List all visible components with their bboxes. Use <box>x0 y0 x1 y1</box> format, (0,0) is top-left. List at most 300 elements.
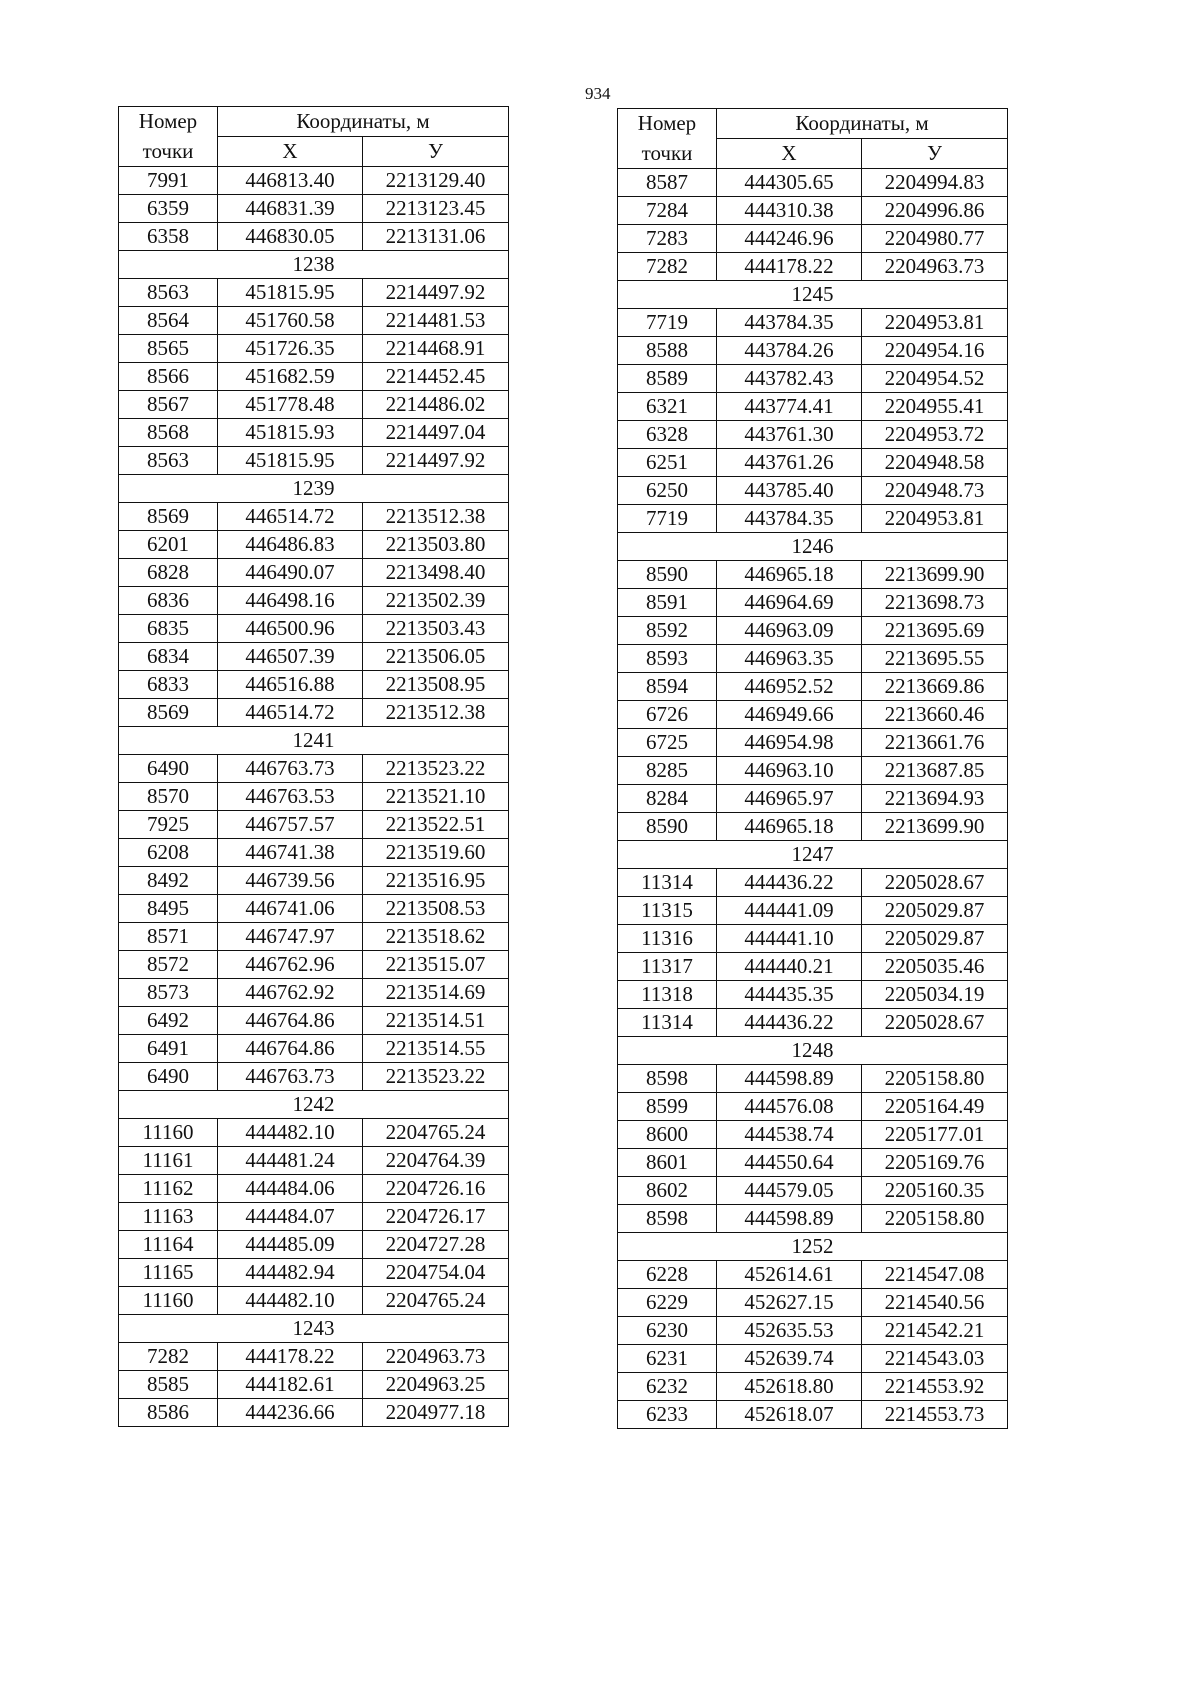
table-row <box>618 701 1008 729</box>
y-coordinate-cell: 2205034.19 <box>862 981 1008 1009</box>
y-coordinate-cell: 2213699.90 <box>862 813 1008 841</box>
section-title: 1247 <box>618 841 1008 869</box>
y-coordinate-cell: 2213512.38 <box>363 699 509 727</box>
x-coordinate-cell: 452618.07 <box>717 1401 862 1429</box>
table-row <box>119 895 509 923</box>
x-coordinate-cell: 443761.26 <box>717 449 862 477</box>
x-coordinate-cell: 444579.05 <box>717 1177 862 1205</box>
y-coordinate-cell: 2204996.86 <box>862 197 1008 225</box>
y-coordinate-cell: 2213514.69 <box>363 979 509 1007</box>
point-number-cell: 6490 <box>119 755 218 783</box>
y-coordinate-cell: 2204994.83 <box>862 169 1008 197</box>
x-coordinate-cell: 444550.64 <box>717 1149 862 1177</box>
point-number-cell: 6491 <box>119 1035 218 1063</box>
table-row <box>119 1371 509 1399</box>
y-coordinate-cell: 2213661.76 <box>862 729 1008 757</box>
y-coordinate-cell: 2204980.77 <box>862 225 1008 253</box>
x-coordinate-cell: 444484.06 <box>218 1175 363 1203</box>
point-number-cell: 11315 <box>618 897 717 925</box>
point-number-cell: 6251 <box>618 449 717 477</box>
x-coordinate-cell: 446949.66 <box>717 701 862 729</box>
point-number-cell: 8566 <box>119 363 218 391</box>
point-number-cell: 8591 <box>618 589 717 617</box>
table-row <box>618 393 1008 421</box>
section-title: 1243 <box>119 1315 509 1343</box>
y-coordinate-cell: 2214497.92 <box>363 279 509 307</box>
y-coordinate-cell: 2205028.67 <box>862 869 1008 897</box>
x-coordinate-cell: 444246.96 <box>717 225 862 253</box>
point-number-cell: 6835 <box>119 615 218 643</box>
table-row <box>618 1373 1008 1401</box>
point-number-cell: 8569 <box>119 503 218 531</box>
x-coordinate-cell: 446831.39 <box>218 195 363 223</box>
table-row <box>618 365 1008 393</box>
table-row <box>618 337 1008 365</box>
table-row <box>618 449 1008 477</box>
section-row <box>618 1233 1008 1261</box>
point-number-header-top: Номер <box>119 107 218 137</box>
point-number-cell: 11165 <box>119 1259 218 1287</box>
y-coordinate-cell: 2213508.95 <box>363 671 509 699</box>
table-row <box>119 951 509 979</box>
point-number-cell: 6208 <box>119 839 218 867</box>
y-coordinate-cell: 2213516.95 <box>363 867 509 895</box>
section-title: 1252 <box>618 1233 1008 1261</box>
y-coordinate-cell: 2213698.73 <box>862 589 1008 617</box>
table-row <box>618 169 1008 197</box>
y-coordinate-cell: 2213519.60 <box>363 839 509 867</box>
section-title: 1246 <box>618 533 1008 561</box>
y-coordinate-cell: 2204977.18 <box>363 1399 509 1427</box>
table-row <box>618 1009 1008 1037</box>
y-coordinate-cell: 2204955.41 <box>862 393 1008 421</box>
point-number-cell: 6229 <box>618 1289 717 1317</box>
y-coordinate-cell: 2204727.28 <box>363 1231 509 1259</box>
point-number-cell: 6358 <box>119 223 218 251</box>
point-number-cell: 8570 <box>119 783 218 811</box>
section-row <box>618 841 1008 869</box>
point-number-cell: 7925 <box>119 811 218 839</box>
x-coordinate-cell: 446764.86 <box>218 1035 363 1063</box>
x-coordinate-cell: 444310.38 <box>717 197 862 225</box>
y-coordinate-cell: 2205158.80 <box>862 1205 1008 1233</box>
x-coordinate-cell: 446762.92 <box>218 979 363 1007</box>
point-number-cell: 6492 <box>119 1007 218 1035</box>
table-row <box>618 1093 1008 1121</box>
y-coordinate-cell: 2213123.45 <box>363 195 509 223</box>
table-row <box>119 783 509 811</box>
table-row <box>119 419 509 447</box>
coordinates-table-left <box>118 106 509 1427</box>
point-number-header-bottom: точки <box>119 137 218 167</box>
table-row <box>119 867 509 895</box>
table-row <box>618 1205 1008 1233</box>
y-coordinate-cell: 2204948.73 <box>862 477 1008 505</box>
table-row <box>618 253 1008 281</box>
x-coordinate-cell: 446741.06 <box>218 895 363 923</box>
point-number-cell: 8565 <box>119 335 218 363</box>
point-number-cell: 8593 <box>618 645 717 673</box>
table-row <box>618 785 1008 813</box>
table-row <box>618 673 1008 701</box>
y-coordinate-cell: 2204953.72 <box>862 421 1008 449</box>
x-coordinate-cell: 444441.09 <box>717 897 862 925</box>
y-coordinate-cell: 2213515.07 <box>363 951 509 979</box>
table-row <box>119 1063 509 1091</box>
x-coordinate-cell: 451815.95 <box>218 279 363 307</box>
y-coordinate-cell: 2205035.46 <box>862 953 1008 981</box>
coordinates-header: Координаты, м <box>717 109 1008 139</box>
x-coordinate-cell: 451682.59 <box>218 363 363 391</box>
y-coordinate-cell: 2213523.22 <box>363 1063 509 1091</box>
point-number-cell: 11161 <box>119 1147 218 1175</box>
x-coordinate-cell: 443784.26 <box>717 337 862 365</box>
point-number-cell: 11160 <box>119 1287 218 1315</box>
point-number-cell: 11163 <box>119 1203 218 1231</box>
point-number-cell: 8572 <box>119 951 218 979</box>
point-number-cell: 8590 <box>618 561 717 589</box>
x-coordinate-cell: 444482.10 <box>218 1119 363 1147</box>
table-row <box>119 1231 509 1259</box>
point-number-cell: 7719 <box>618 309 717 337</box>
point-number-cell: 8495 <box>119 895 218 923</box>
x-coordinate-cell: 444481.24 <box>218 1147 363 1175</box>
x-coordinate-cell: 446963.35 <box>717 645 862 673</box>
y-coordinate-cell: 2213522.51 <box>363 811 509 839</box>
x-coordinate-cell: 444484.07 <box>218 1203 363 1231</box>
table-row <box>119 1007 509 1035</box>
point-number-cell: 8592 <box>618 617 717 645</box>
section-title: 1245 <box>618 281 1008 309</box>
x-coordinate-cell: 443774.41 <box>717 393 862 421</box>
section-row <box>119 727 509 755</box>
point-number-cell: 8492 <box>119 867 218 895</box>
table-row <box>119 503 509 531</box>
section-title: 1241 <box>119 727 509 755</box>
point-number-cell: 6359 <box>119 195 218 223</box>
point-number-cell: 7991 <box>119 167 218 195</box>
y-coordinate-cell: 2214543.03 <box>862 1345 1008 1373</box>
table-row <box>119 1035 509 1063</box>
y-coordinate-cell: 2204754.04 <box>363 1259 509 1287</box>
point-number-cell: 8284 <box>618 785 717 813</box>
y-coordinate-cell: 2214497.04 <box>363 419 509 447</box>
x-coordinate-cell: 446813.40 <box>218 167 363 195</box>
point-number-cell: 8568 <box>119 419 218 447</box>
x-coordinate-cell: 444598.89 <box>717 1065 862 1093</box>
point-number-cell: 8567 <box>119 391 218 419</box>
x-coordinate-cell: 446763.53 <box>218 783 363 811</box>
x-coordinate-cell: 446965.18 <box>717 813 862 841</box>
x-coordinate-cell: 446741.38 <box>218 839 363 867</box>
y-coordinate-cell: 2214540.56 <box>862 1289 1008 1317</box>
y-coordinate-cell: 2214542.21 <box>862 1317 1008 1345</box>
table-row <box>119 531 509 559</box>
table-row <box>618 813 1008 841</box>
table-row <box>618 309 1008 337</box>
table-row <box>119 391 509 419</box>
table-row <box>119 1147 509 1175</box>
x-coordinate-cell: 452614.61 <box>717 1261 862 1289</box>
x-coordinate-cell: 443784.35 <box>717 505 862 533</box>
table-row <box>119 923 509 951</box>
y-coordinate-cell: 2213503.43 <box>363 615 509 643</box>
table-row <box>618 1345 1008 1373</box>
table-row <box>618 1177 1008 1205</box>
x-coordinate-cell: 443785.40 <box>717 477 862 505</box>
x-coordinate-cell: 444305.65 <box>717 169 862 197</box>
point-number-cell: 8564 <box>119 307 218 335</box>
point-number-header-bottom: точки <box>618 139 717 169</box>
y-coordinate-cell: 2214553.73 <box>862 1401 1008 1429</box>
x-coordinate-cell: 446486.83 <box>218 531 363 559</box>
x-coordinate-cell: 443782.43 <box>717 365 862 393</box>
point-number-cell: 8589 <box>618 365 717 393</box>
y-coordinate-cell: 2204954.52 <box>862 365 1008 393</box>
x-coordinate-cell: 444236.66 <box>218 1399 363 1427</box>
point-number-cell: 11164 <box>119 1231 218 1259</box>
point-number-cell: 6230 <box>618 1317 717 1345</box>
table-row <box>618 617 1008 645</box>
point-number-cell: 7284 <box>618 197 717 225</box>
table-row <box>618 477 1008 505</box>
table-row <box>119 279 509 307</box>
point-number-cell: 6250 <box>618 477 717 505</box>
x-coordinate-cell: 446963.09 <box>717 617 862 645</box>
point-number-cell: 8599 <box>618 1093 717 1121</box>
x-column-header: X <box>218 137 363 167</box>
y-coordinate-cell: 2204726.16 <box>363 1175 509 1203</box>
x-coordinate-cell: 443784.35 <box>717 309 862 337</box>
y-column-header: У <box>363 137 509 167</box>
point-number-cell: 8588 <box>618 337 717 365</box>
point-number-cell: 6232 <box>618 1373 717 1401</box>
point-number-cell: 8598 <box>618 1205 717 1233</box>
table-row <box>618 1149 1008 1177</box>
x-coordinate-cell: 446763.73 <box>218 755 363 783</box>
x-coordinate-cell: 444576.08 <box>717 1093 862 1121</box>
table-row <box>119 587 509 615</box>
point-number-cell: 11162 <box>119 1175 218 1203</box>
x-coordinate-cell: 451778.48 <box>218 391 363 419</box>
y-coordinate-cell: 2204726.17 <box>363 1203 509 1231</box>
x-coordinate-cell: 446757.57 <box>218 811 363 839</box>
section-row <box>618 533 1008 561</box>
point-number-cell: 11314 <box>618 869 717 897</box>
point-number-cell: 6834 <box>119 643 218 671</box>
point-number-cell: 8586 <box>119 1399 218 1427</box>
section-title: 1239 <box>119 475 509 503</box>
y-coordinate-cell: 2213129.40 <box>363 167 509 195</box>
x-column-header: X <box>717 139 862 169</box>
y-coordinate-cell: 2213514.51 <box>363 1007 509 1035</box>
point-number-cell: 6328 <box>618 421 717 449</box>
x-coordinate-cell: 446514.72 <box>218 503 363 531</box>
x-coordinate-cell: 446963.10 <box>717 757 862 785</box>
y-coordinate-cell: 2204765.24 <box>363 1287 509 1315</box>
point-number-cell: 8285 <box>618 757 717 785</box>
table-row <box>618 225 1008 253</box>
point-number-cell: 8594 <box>618 673 717 701</box>
coordinates-header: Координаты, м <box>218 107 509 137</box>
table-row <box>618 729 1008 757</box>
section-title: 1242 <box>119 1091 509 1119</box>
y-coordinate-cell: 2204963.73 <box>862 253 1008 281</box>
point-number-cell: 11160 <box>119 1119 218 1147</box>
x-coordinate-cell: 451815.95 <box>218 447 363 475</box>
x-coordinate-cell: 444482.10 <box>218 1287 363 1315</box>
y-coordinate-cell: 2213512.38 <box>363 503 509 531</box>
table-row <box>119 755 509 783</box>
y-coordinate-cell: 2214497.92 <box>363 447 509 475</box>
point-number-cell: 7282 <box>119 1343 218 1371</box>
table-row <box>119 335 509 363</box>
y-coordinate-cell: 2204948.58 <box>862 449 1008 477</box>
x-coordinate-cell: 444440.21 <box>717 953 862 981</box>
point-number-cell: 6836 <box>119 587 218 615</box>
x-coordinate-cell: 444178.22 <box>717 253 862 281</box>
table-row <box>119 195 509 223</box>
y-coordinate-cell: 2205158.80 <box>862 1065 1008 1093</box>
x-coordinate-cell: 444436.22 <box>717 1009 862 1037</box>
table-row <box>618 505 1008 533</box>
y-coordinate-cell: 2205029.87 <box>862 897 1008 925</box>
x-coordinate-cell: 451760.58 <box>218 307 363 335</box>
x-coordinate-cell: 446747.97 <box>218 923 363 951</box>
table-row <box>119 839 509 867</box>
table-row <box>618 1065 1008 1093</box>
y-coordinate-cell: 2205029.87 <box>862 925 1008 953</box>
x-coordinate-cell: 444598.89 <box>717 1205 862 1233</box>
table-row <box>618 897 1008 925</box>
table-row <box>119 643 509 671</box>
point-number-cell: 7719 <box>618 505 717 533</box>
page-number: 934 <box>585 84 611 103</box>
y-coordinate-cell: 2205169.76 <box>862 1149 1008 1177</box>
point-number-cell: 8601 <box>618 1149 717 1177</box>
y-coordinate-cell: 2213508.53 <box>363 895 509 923</box>
x-coordinate-cell: 446498.16 <box>218 587 363 615</box>
table-body <box>618 169 1008 1429</box>
point-number-cell: 6490 <box>119 1063 218 1091</box>
point-number-cell: 8569 <box>119 699 218 727</box>
y-coordinate-cell: 2205164.49 <box>862 1093 1008 1121</box>
y-coordinate-cell: 2213669.86 <box>862 673 1008 701</box>
section-row <box>618 1037 1008 1065</box>
point-number-cell: 7283 <box>618 225 717 253</box>
y-coordinate-cell: 2214481.53 <box>363 307 509 335</box>
x-coordinate-cell: 444435.35 <box>717 981 862 1009</box>
point-number-cell: 6726 <box>618 701 717 729</box>
table-row <box>618 1401 1008 1429</box>
y-coordinate-cell: 2214452.45 <box>363 363 509 391</box>
point-number-cell: 8590 <box>618 813 717 841</box>
x-coordinate-cell: 444485.09 <box>218 1231 363 1259</box>
x-coordinate-cell: 452639.74 <box>717 1345 862 1373</box>
y-coordinate-cell: 2214547.08 <box>862 1261 1008 1289</box>
table-row <box>618 1317 1008 1345</box>
x-coordinate-cell: 446965.18 <box>717 561 862 589</box>
table-row <box>618 953 1008 981</box>
section-row <box>119 1091 509 1119</box>
table-row <box>618 421 1008 449</box>
y-coordinate-cell: 2213695.55 <box>862 645 1008 673</box>
table-row <box>618 1261 1008 1289</box>
y-coordinate-cell: 2213660.46 <box>862 701 1008 729</box>
x-coordinate-cell: 444436.22 <box>717 869 862 897</box>
point-number-cell: 8571 <box>119 923 218 951</box>
x-coordinate-cell: 444182.61 <box>218 1371 363 1399</box>
y-column-header: У <box>862 139 1008 169</box>
table-row <box>119 615 509 643</box>
y-coordinate-cell: 2213687.85 <box>862 757 1008 785</box>
table-row <box>119 447 509 475</box>
table-row <box>119 307 509 335</box>
y-coordinate-cell: 2213514.55 <box>363 1035 509 1063</box>
x-coordinate-cell: 446952.52 <box>717 673 862 701</box>
x-coordinate-cell: 443761.30 <box>717 421 862 449</box>
point-number-cell: 6321 <box>618 393 717 421</box>
x-coordinate-cell: 446764.86 <box>218 1007 363 1035</box>
table-row <box>119 979 509 1007</box>
point-number-cell: 8563 <box>119 279 218 307</box>
y-coordinate-cell: 2213695.69 <box>862 617 1008 645</box>
y-coordinate-cell: 2204764.39 <box>363 1147 509 1175</box>
y-coordinate-cell: 2204765.24 <box>363 1119 509 1147</box>
table-row <box>119 671 509 699</box>
section-title: 1248 <box>618 1037 1008 1065</box>
x-coordinate-cell: 444178.22 <box>218 1343 363 1371</box>
y-coordinate-cell: 2213694.93 <box>862 785 1008 813</box>
point-number-cell: 6833 <box>119 671 218 699</box>
y-coordinate-cell: 2213503.80 <box>363 531 509 559</box>
table-body <box>119 167 509 1427</box>
point-number-cell: 8573 <box>119 979 218 1007</box>
x-coordinate-cell: 452618.80 <box>717 1373 862 1401</box>
y-coordinate-cell: 2213521.10 <box>363 783 509 811</box>
table-row <box>119 363 509 391</box>
point-number-header-top: Номер <box>618 109 717 139</box>
x-coordinate-cell: 446516.88 <box>218 671 363 699</box>
point-number-cell: 8585 <box>119 1371 218 1399</box>
point-number-cell: 8587 <box>618 169 717 197</box>
y-coordinate-cell: 2213523.22 <box>363 755 509 783</box>
y-coordinate-cell: 2205028.67 <box>862 1009 1008 1037</box>
x-coordinate-cell: 444441.10 <box>717 925 862 953</box>
point-number-cell: 6231 <box>618 1345 717 1373</box>
x-coordinate-cell: 446965.97 <box>717 785 862 813</box>
x-coordinate-cell: 446490.07 <box>218 559 363 587</box>
point-number-cell: 6228 <box>618 1261 717 1289</box>
x-coordinate-cell: 452627.15 <box>717 1289 862 1317</box>
x-coordinate-cell: 446763.73 <box>218 1063 363 1091</box>
x-coordinate-cell: 444482.94 <box>218 1259 363 1287</box>
table-row <box>119 1175 509 1203</box>
table-row <box>119 1399 509 1427</box>
table-row <box>119 1259 509 1287</box>
table-row <box>119 811 509 839</box>
table-row <box>618 869 1008 897</box>
point-number-cell: 11317 <box>618 953 717 981</box>
table-row <box>119 1203 509 1231</box>
point-number-cell: 8602 <box>618 1177 717 1205</box>
x-coordinate-cell: 446830.05 <box>218 223 363 251</box>
table-row <box>618 981 1008 1009</box>
point-number-cell: 8563 <box>119 447 218 475</box>
point-number-cell: 8600 <box>618 1121 717 1149</box>
y-coordinate-cell: 2204953.81 <box>862 505 1008 533</box>
y-coordinate-cell: 2214468.91 <box>363 335 509 363</box>
